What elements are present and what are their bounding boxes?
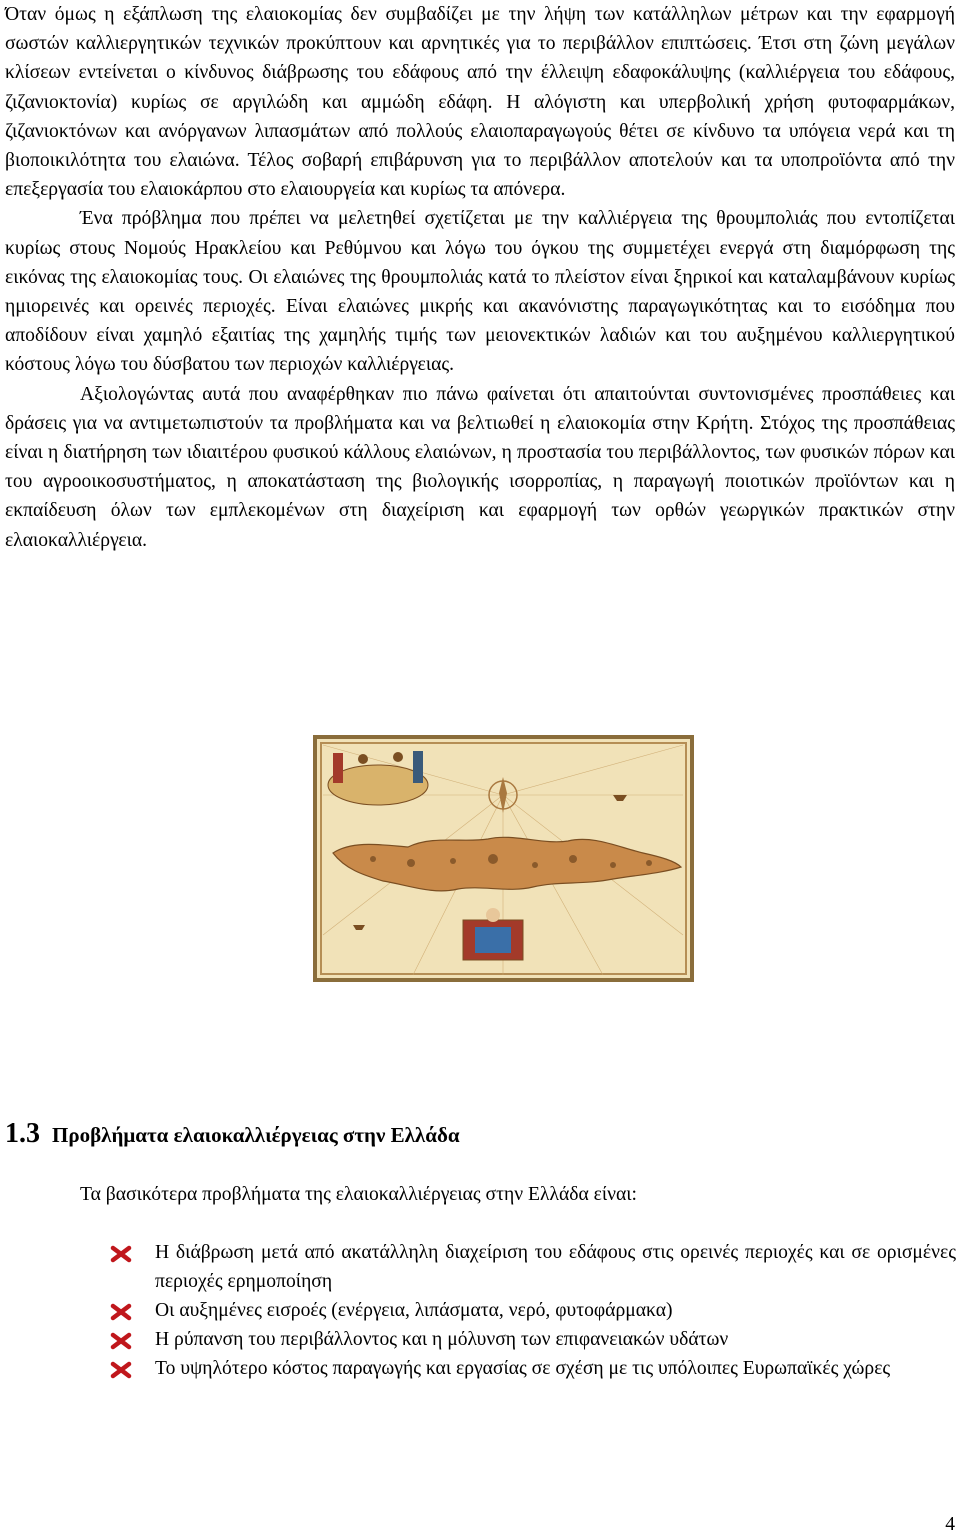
list-item-text: Η ρύπανση του περιβάλλοντος και η μόλυνση των επιφανειακών υδάτων bbox=[155, 1329, 729, 1350]
list-item bbox=[110, 1296, 956, 1325]
list-item bbox=[110, 1238, 956, 1296]
section-number: 1.3 bbox=[5, 1118, 40, 1149]
list-item-text: Το υψηλότερο κόστος παραγωγής και εργασίας σε σχέση με τις υπόλοιπες Ευρωπαϊκές χώρες bbox=[155, 1358, 891, 1379]
body-paragraph-3: Αξιολογώντας αυτά που αναφέρθηκαν πιο πάνω φαίνεται ότι απαιτούνται συντονισμένες προσπάθειες και δράσεις για να αντιμετωπιστούν τα προβλήματα και να βελτιωθεί η ελαιοκομία στην Κρήτη. Στόχος της προσπάθειας είναι η διατήρηση των ιδιαιτέρου φυσικού κάλλους ελαιώνων, η προστασία του περιβάλλοντος, των φυσικών πόρων και του αγροοικοσυστήματος, η αποκατάσταση της βιολογικής ισορροπίας, η παραγωγή ποιοτικών προϊόντων και η εκπαίδευση όλων των εμπλεκομένων στη διαχείριση και εφαρμογή των ορθών γεωργικών πρακτικών στην ελαιοκαλλιέργεια. bbox=[5, 383, 955, 551]
list-item-text: Οι αυξημένες εισροές (ενέργεια, λιπάσματα, νερό, φυτοφάρμακα) bbox=[155, 1300, 673, 1321]
body-paragraph-2: Ένα πρόβλημα που πρέπει να μελετηθεί σχετίζεται με την καλλιέργεια της θρουμπολιάς που εντοπίζεται κυρίως στους Νομούς Ηρακλείου και Ρεθύμνου και λόγω του όγκου της συμμετέχει ενεργά στη διαμόρφωση της εικόνας της ελαιοκομίας τους. Οι ελαιώνες της θρουμπολιάς κατά το πλείστον είναι ξηρικοί και καταλαμβάνουν κυρίως ημιορεινές και ορεινές περιοχές. Είναι ελαιώνες μικρής και ακανόνιστης παραγωγικότητας και το εισόδημα που αποδίδουν είναι χαμηλό εξαιτίας της χαμηλής τιμής των μειονεκτικών λαδιών και του αυξημένου καλλιεργητικού κόστους λόγω του δύσβατου των περιοχών καλλιέργειας. bbox=[5, 208, 955, 376]
list-item bbox=[110, 1325, 956, 1354]
cross-mark-icon bbox=[110, 1303, 132, 1321]
cross-mark-icon bbox=[110, 1332, 132, 1350]
document-page bbox=[5, 0, 955, 555]
body-paragraph-1: Όταν όμως η εξάπλωση της ελαιοκομίας δεν συμβαδίζει με την λήψη των κατάλληλων μέτρων και την εφαρμογή σωστών καλλιεργητικών τεχνικών προκύπτουν και αρνητικές για το περιβάλλον επιπτώσεις. Έτσι στη ζώνη μεγάλων κλίσεων εντείνεται ο κίνδυνος διάβρωσης του εδάφους από την έλλειψη εδαφοκάλυψης (καλλιέργεια του εδάφους, ζιζανιοκτονία) κυρίως σε αργιλώδη και αμμώδη εδάφη. Η αλόγιστη και υπερβολική χρήση φυτοφαρμάκων, ζιζανιοκτόνων και ανόργανων λιπασμάτων από πολλούς ελαιοπαραγωγούς θέτει σε κίνδυνο τα υπόγεια νερά και τη βιοποικιλότητα του ελαιώνα. Τέλος σοβαρή επιβάρυνση για το περιβάλλον αποτελούν και τα υποπροϊόντα από την επεξεργασία του ελαιοκάρπου στο ελαιουργεία και κυρίως τα απόνερα. bbox=[5, 4, 955, 201]
crete-map-image bbox=[313, 735, 694, 982]
antique-map-figure bbox=[313, 735, 694, 982]
section-title: Προβλήματα ελαιοκαλλιέργειας στην Ελλάδα bbox=[52, 1123, 460, 1147]
page-number: 4 bbox=[945, 1514, 955, 1535]
cross-mark-icon bbox=[110, 1245, 132, 1263]
problems-list bbox=[110, 1238, 956, 1383]
cross-mark-icon bbox=[110, 1361, 132, 1379]
list-intro-text: Τα βασικότερα προβλήματα της ελαιοκαλλιέργειας στην Ελλάδα είναι: bbox=[80, 1184, 637, 1205]
list-item bbox=[110, 1354, 956, 1383]
section-heading bbox=[5, 1118, 460, 1150]
list-item-text: Η διάβρωση μετά από ακατάλληλη διαχείριση του εδάφους στις ορεινές περιοχές και σε ορισμένες περιοχές ερημοποίηση bbox=[155, 1242, 956, 1292]
